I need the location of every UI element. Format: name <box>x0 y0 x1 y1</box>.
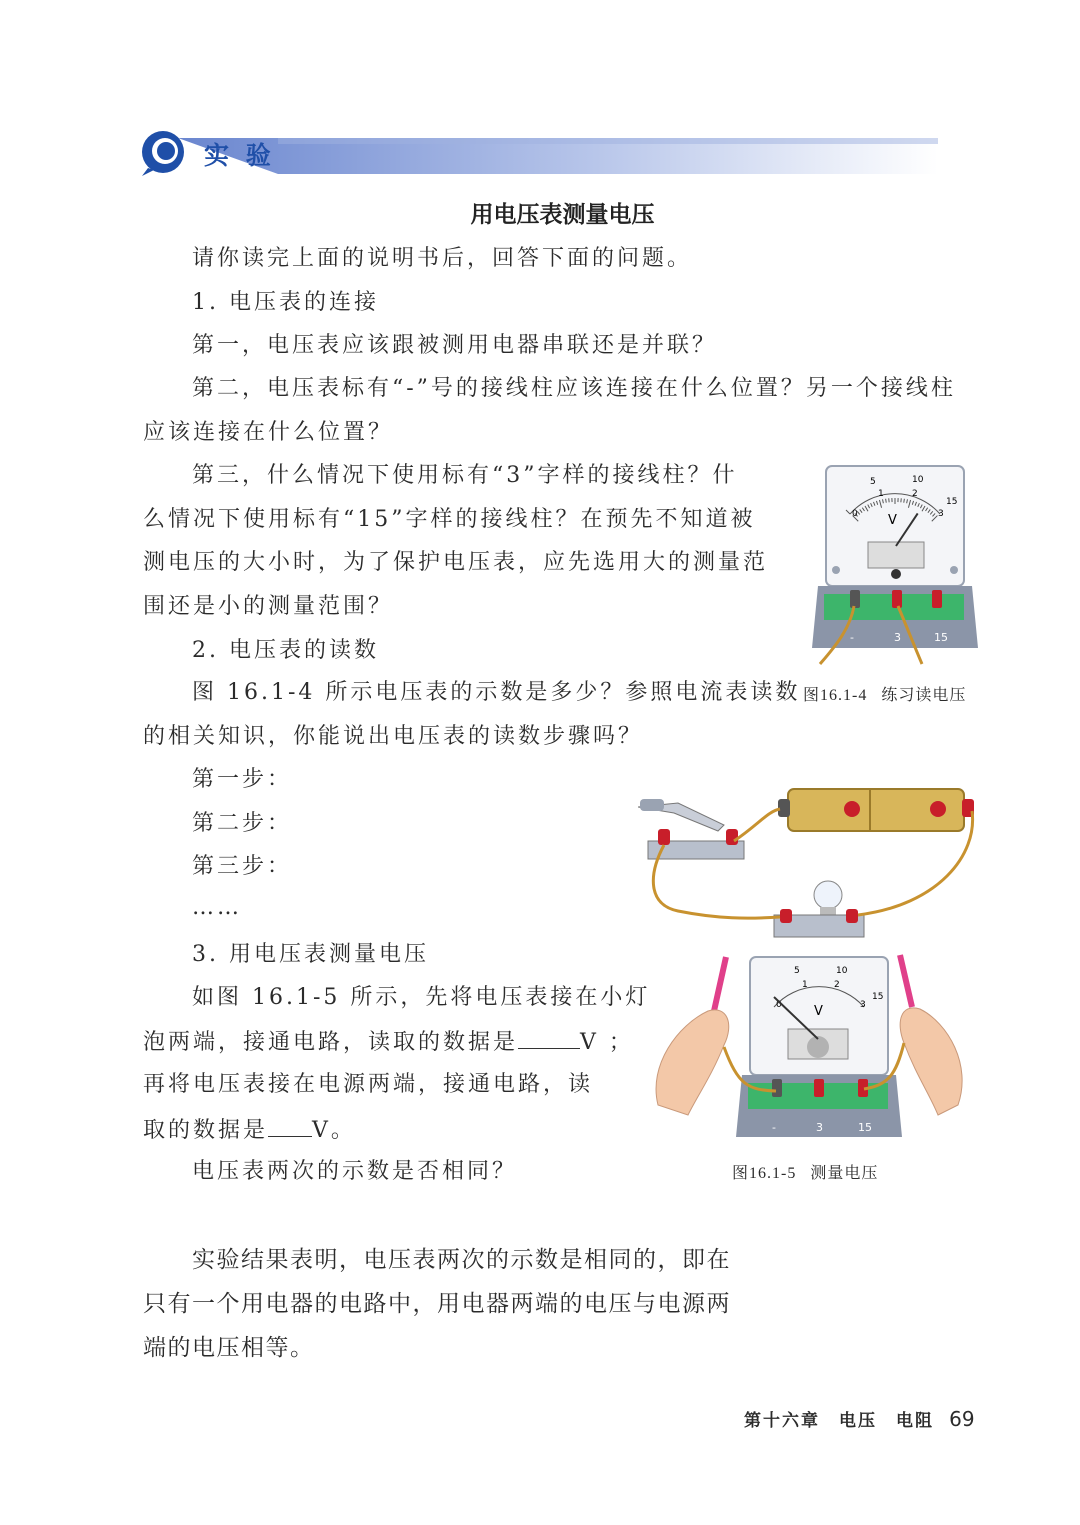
q1-second-line: 应该连接在什么位置？ <box>143 419 394 445</box>
scale-label: 5 <box>870 477 876 487</box>
q3-question: 电压表两次的示数是否相同？ <box>192 1159 518 1184</box>
q1-heading: 1. 电压表的连接 <box>192 290 379 315</box>
zero-adjust-knob <box>891 569 901 579</box>
experiment-title: 用电压表测量电压 <box>470 202 655 228</box>
q2-body-line: 的相关知识，你能说出电压表的读数步骤吗？ <box>143 723 644 749</box>
scale-label: 15 <box>872 992 884 1002</box>
q2-body <box>143 671 801 758</box>
step-ellipsis: …… <box>192 895 242 920</box>
q1-third-line: 第三，什么情况下使用标有“3”字样的接线柱？什 <box>192 463 738 488</box>
scale-label: 15 <box>946 497 958 507</box>
scale-tick <box>904 499 905 503</box>
scale-label: 10 <box>912 475 924 485</box>
q3-line3: 再将电压表接在电源两端，接通电路，读 <box>143 1072 594 1097</box>
q3-line4 <box>143 1114 356 1146</box>
intro-text: 请你读完上面的说明书后，回答下面的问题。 <box>192 246 693 271</box>
left-hand-probe <box>656 957 729 1115</box>
answer-blank-1[interactable] <box>518 1026 580 1049</box>
terminal-label: 3 <box>894 631 901 644</box>
scale-label: 0 <box>852 509 858 519</box>
knife-switch <box>638 799 744 859</box>
q3-heading: 3. 用电压表测量电压 <box>192 942 429 967</box>
terminal-label: 15 <box>858 1121 872 1134</box>
q3-line4-unit: V。 <box>312 1118 356 1143</box>
q3-line2-text: 泡两端，接通电路，读取的数据是 <box>143 1030 519 1055</box>
figure-number: 图16.1-4 <box>803 687 868 704</box>
q2-body-line: 图 16.1-4 所示电压表的示数是多少？参照电流表读数 <box>192 680 801 705</box>
magnifier-icon <box>138 130 190 178</box>
scale-label: 2 <box>912 489 918 499</box>
plus-icon <box>844 801 860 817</box>
figure-16-1-4-caption <box>803 682 966 705</box>
q3-line1: 如图 16.1-5 所示，先将电压表接在小灯 <box>192 985 651 1010</box>
conclusion-line: 实验结果表明，电压表两次的示数是相同的，即在 <box>192 1247 731 1273</box>
figure-16-1-5-caption <box>732 1160 878 1183</box>
terminal-3 <box>892 590 902 608</box>
terminal-negative <box>850 590 860 608</box>
conclusion <box>143 1238 783 1370</box>
scale-label: 2 <box>834 980 840 990</box>
q3-line4-text: 取的数据是 <box>143 1118 269 1143</box>
voltmeter <box>736 957 902 1137</box>
scale-label: 5 <box>794 966 800 976</box>
plus-icon <box>930 801 946 817</box>
terminal-label: 15 <box>934 631 948 644</box>
figure-16-1-5-circuit <box>638 785 983 1145</box>
figure-number: 图16.1-5 <box>732 1165 797 1182</box>
terminal-label: 3 <box>816 1121 823 1134</box>
figure-16-1-4-voltmeter <box>812 460 992 670</box>
page-number: 69 <box>949 1407 975 1431</box>
section-label: 实 验 <box>204 141 275 170</box>
q1-third-line: 测电压的大小时，为了保护电压表，应先选用大的测量范 <box>143 550 769 575</box>
q2-heading: 2. 电压表的读数 <box>192 638 379 663</box>
meter-symbol: V <box>814 1004 823 1019</box>
q1-third-line: 么情况下使用标有“15”字样的接线柱？在预先不知道被 <box>143 506 756 532</box>
battery-pack <box>778 789 974 831</box>
q1-second-line: 第二，电压表标有“-”号的接线柱应该连接在什么位置？另一个接线柱 <box>192 376 956 401</box>
figure-caption: 练习读电压 <box>881 685 967 704</box>
scale-label: 1 <box>878 489 884 499</box>
q1-first: 第一，电压表应该跟被测用电器串联还是并联？ <box>192 333 718 358</box>
step-three: 第三步： <box>192 854 293 879</box>
wire <box>734 809 780 841</box>
step-two: 第二步： <box>192 811 293 836</box>
terminal-label: - <box>772 1121 776 1134</box>
screw-icon <box>950 566 958 574</box>
q1-second <box>143 367 993 454</box>
q3-line2-unit: V ； <box>580 1030 634 1055</box>
terminal-label: - <box>850 631 854 644</box>
section-banner <box>138 130 938 178</box>
right-hand-probe <box>900 955 962 1115</box>
q3-line2 <box>143 1026 634 1058</box>
scale-label: 3 <box>860 1000 866 1010</box>
scale-label: 10 <box>836 966 848 976</box>
scale-label: 3 <box>938 509 944 519</box>
terminal-15 <box>932 590 942 608</box>
figure-caption: 测量电压 <box>810 1163 879 1182</box>
light-bulb <box>774 881 864 937</box>
footer-chapter: 第十六章 电压 电阻 <box>744 1411 934 1431</box>
q1-third <box>143 454 783 628</box>
answer-blank-2[interactable] <box>268 1114 312 1137</box>
screw-icon <box>832 566 840 574</box>
conclusion-line: 只有一个用电器的电路中，用电器两端的电压与电源两 <box>143 1291 731 1317</box>
footer <box>744 1406 975 1431</box>
q1-third-line: 围还是小的测量范围？ <box>143 593 394 619</box>
scale-label: 0 <box>776 1000 782 1010</box>
scale-label: 1 <box>802 980 808 990</box>
scale-tick <box>886 499 887 503</box>
meter-symbol: V <box>888 513 897 528</box>
step-one: 第一步： <box>192 767 293 792</box>
conclusion-line: 端的电压相等。 <box>143 1335 315 1361</box>
